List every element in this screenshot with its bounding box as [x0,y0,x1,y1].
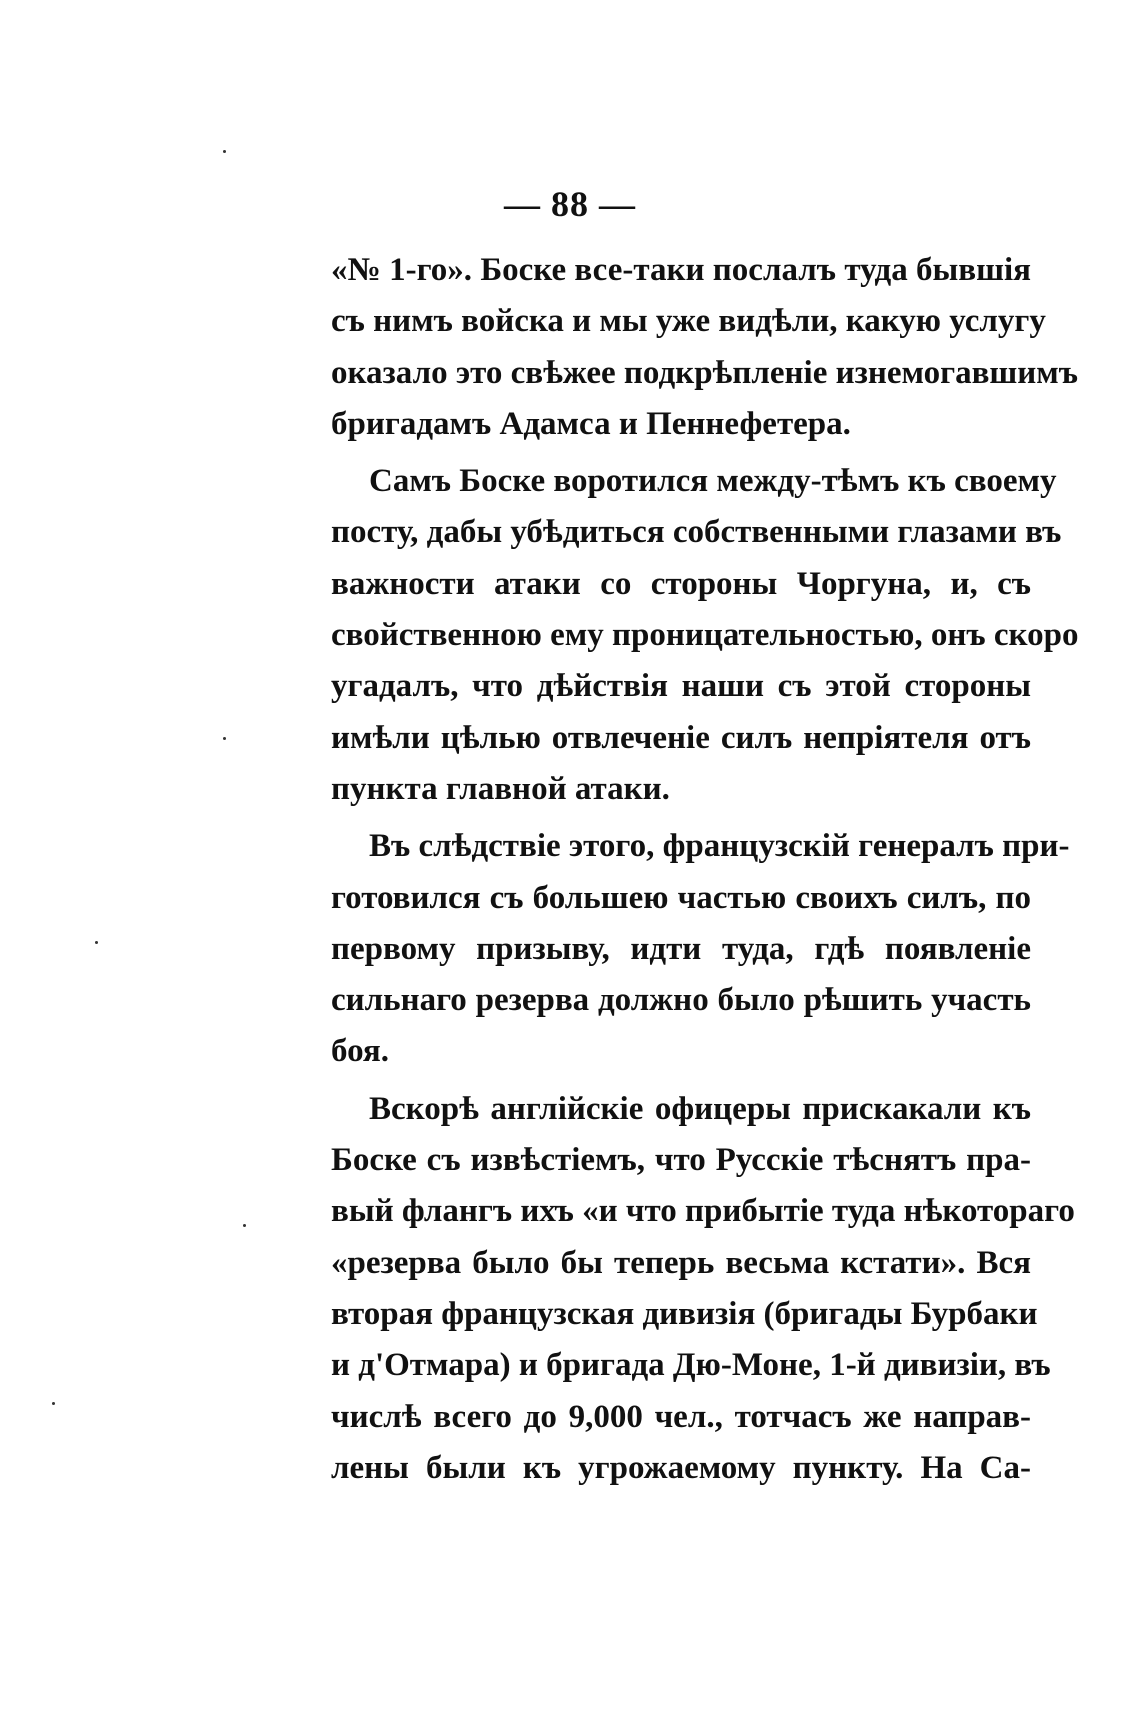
scan-speck [223,737,226,740]
text-line: первому призыву, идти туда, гдѣ появленіе [331,930,1031,967]
text-line: Въ слѣдствіе этого, французскій генералъ при- [369,828,1070,865]
text-line: «№ 1-го». Боске все-таки послалъ туда бывшія [331,252,1031,288]
text-line: сильнаго резерва должно было рѣшить участь [331,982,1031,1019]
text-line: пункта главной атаки. [331,770,670,807]
text-line: посту, дабы убѣдиться собственными глазами въ [331,514,1062,551]
scan-speck [95,941,98,944]
text-line: готовился съ большею частью своихъ силъ, по [331,879,1031,916]
text-line: «резерва было бы теперь весьма кстати». Вся [331,1244,1031,1281]
text-line: числѣ всего до 9,000 чел., тотчасъ же направ- [331,1398,1031,1435]
text-line: боя. [331,1033,390,1070]
scan-speck [52,1402,55,1405]
text-line: вый флангъ ихъ «и что прибытіе туда нѣкотораго [331,1193,1075,1230]
text-line: лены были къ угрожаемому пункту. На Са- [331,1449,1031,1486]
text-line: бригадамъ Адамса и Пеннефетера. [331,405,851,442]
text-line: и д'Отмара) и бригада Дю-Моне, 1-й дивизіи, въ [331,1347,1051,1384]
text-line: Самъ Боске воротился между-тѣмъ къ своему [369,463,1057,500]
page-number: — 88 — [504,184,636,224]
text-line: съ нимъ войска и мы уже видѣли, какую услугу [331,303,1046,340]
text-line: вторая французская дивизія (бригады Бурбаки [331,1295,1038,1332]
text-line: свойственною ему проницательностью, онъ скоро [331,617,1079,654]
text-line: важности атаки со стороны Чоргуна, и, съ [331,565,1031,602]
body-text [331,245,1079,1494]
scan-speck [243,1224,246,1227]
text-line: оказало это свѣжее подкрѣпленіе изнемогавшимъ [331,354,1078,391]
text-line: имѣли цѣлью отвлеченіе силъ непріятеля отъ [331,719,1031,756]
scan-speck [223,150,226,153]
text-line: Вскорѣ англійскіе офицеры прискакали къ [369,1090,1031,1127]
text-line: угадалъ, что дѣйствія наши съ этой стороны [331,668,1031,705]
text-line: Боске съ извѣстіемъ, что Русскіе тѣснятъ пра- [331,1142,1031,1179]
